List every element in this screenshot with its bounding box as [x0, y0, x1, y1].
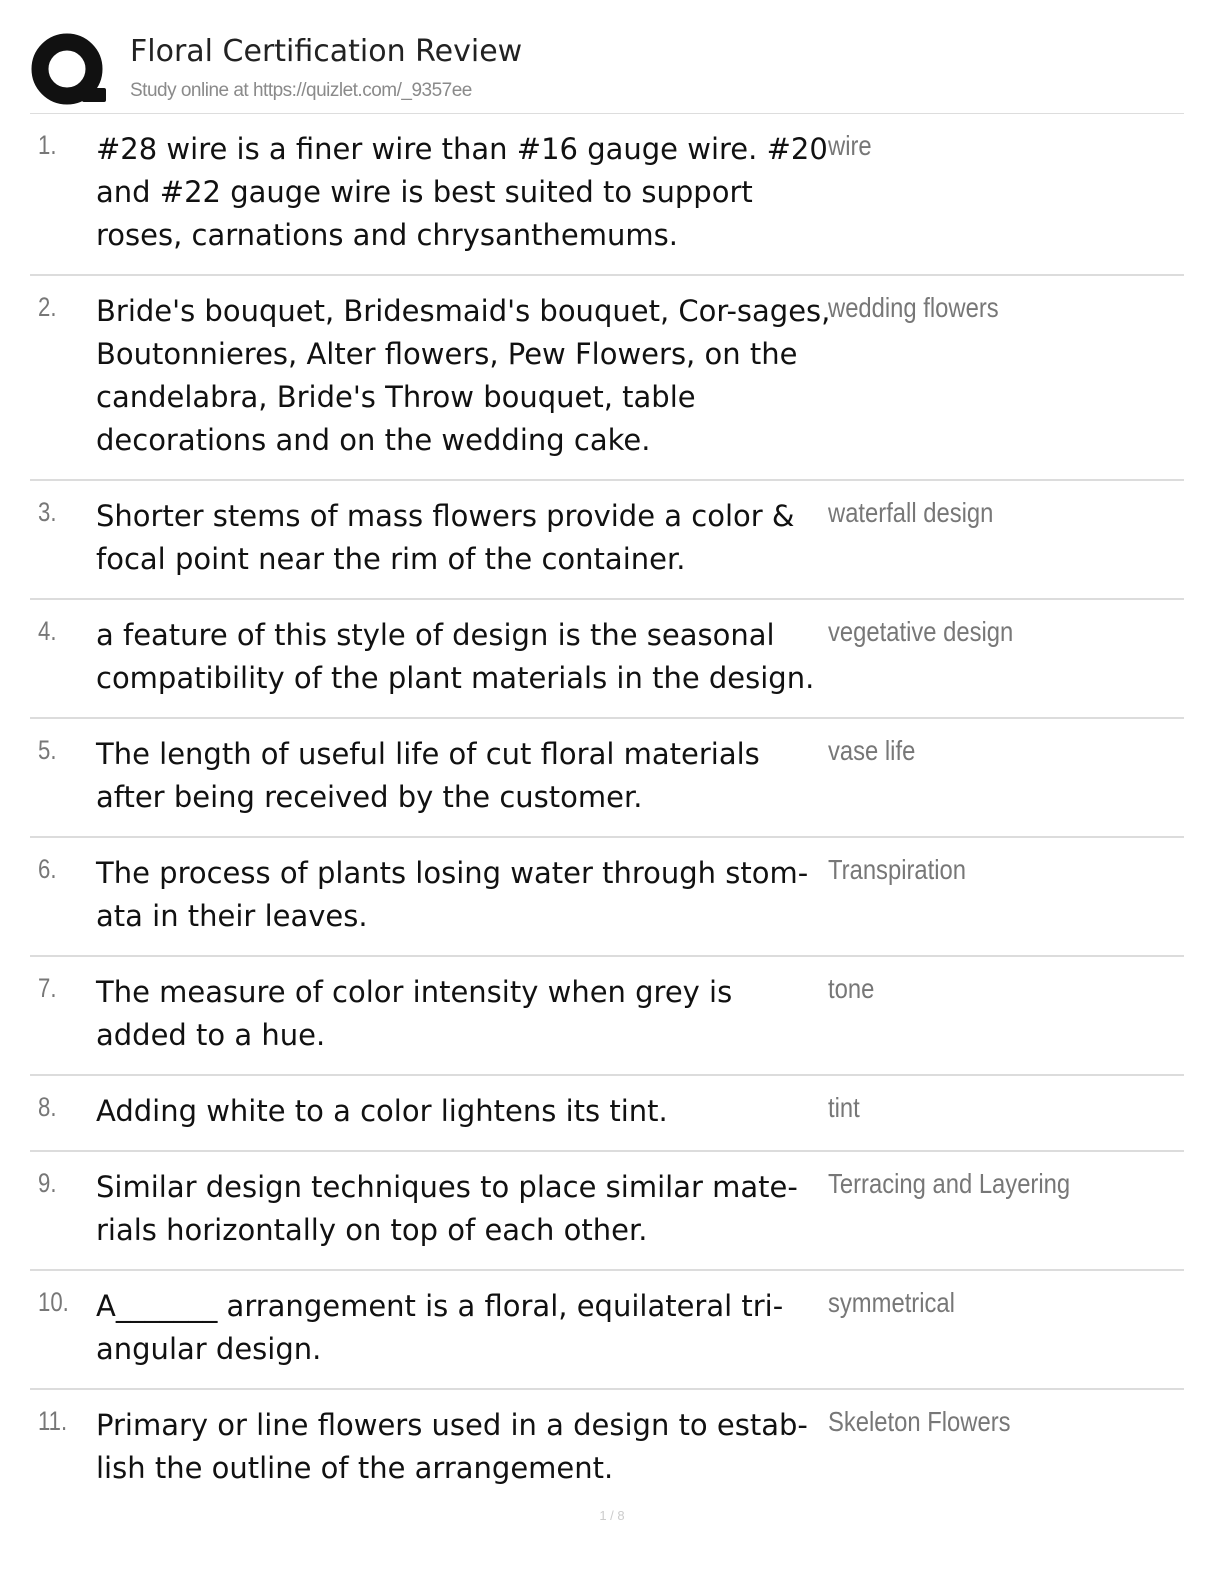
card-definition: vegetative design [828, 616, 1014, 647]
card-number: 6. [38, 854, 57, 884]
card-number: 11. [38, 1406, 68, 1436]
card-term: Shorter stems of mass flowers provide a color & focal point near the rim of the container. [96, 499, 795, 576]
card-number: 8. [38, 1092, 57, 1122]
flashcard [30, 838, 1184, 957]
card-term: a feature of this style of design is the seasonal compatibility of the plant materials in the design. [96, 618, 815, 695]
flashcard [30, 481, 1184, 600]
document-title: Floral Certification Review [130, 34, 523, 69]
study-online-link[interactable]: Study online at https://quizlet.com/_9357ee [130, 80, 472, 101]
card-definition: wedding flowers [828, 292, 999, 323]
card-definition: waterfall design [828, 497, 994, 528]
flashcard [30, 1076, 1184, 1152]
card-definition: Skeleton Flowers [828, 1406, 1011, 1437]
card-definition: vase life [828, 735, 916, 766]
card-number: 2. [38, 292, 57, 322]
card-definition: tone [828, 973, 875, 1004]
card-term: Bride's bouquet, Bridesmaid's bouquet, Cor-sages, Boutonnieres, Alter flowers, Pew Flowers, on the candelabra, Bride's Throw bouquet, table decorations and on the wedding cake. [96, 294, 831, 457]
card-term: Primary or line flowers used in a design to estab-lish the outline of the arrangement. [96, 1408, 808, 1485]
card-term: A_______ arrangement is a floral, equilateral tri-angular design. [96, 1289, 784, 1366]
card-term: Similar design techniques to place similar mate-rials horizontally on top of each other. [96, 1170, 798, 1247]
card-definition: Terracing and Layering [828, 1168, 1071, 1199]
flashcard [30, 957, 1184, 1076]
card-number: 10. [38, 1287, 69, 1317]
quizlet-logo-icon [30, 32, 108, 110]
flashcard [30, 600, 1184, 719]
card-definition: symmetrical [828, 1287, 955, 1318]
page-header [30, 26, 1184, 114]
card-number: 4. [38, 616, 57, 646]
card-term: The length of useful life of cut floral materials after being received by the customer. [96, 737, 760, 814]
flashcard [30, 1152, 1184, 1271]
flashcard-list [30, 114, 1184, 1507]
card-definition: Transpiration [828, 854, 967, 885]
card-number: 7. [38, 973, 57, 1003]
flashcard [30, 1271, 1184, 1390]
page-number: 1 / 8 [599, 1508, 625, 1523]
card-term: Adding white to a color lightens its tint. [96, 1094, 668, 1128]
flashcard [30, 114, 1184, 276]
card-number: 9. [38, 1168, 57, 1198]
card-number: 3. [38, 497, 57, 527]
card-definition: wire [828, 130, 872, 161]
card-number: 5. [38, 735, 57, 765]
flashcard [30, 719, 1184, 838]
card-definition: tint [828, 1092, 860, 1123]
flashcard [30, 1390, 1184, 1507]
card-term: The measure of color intensity when grey is added to a hue. [96, 975, 733, 1052]
flashcard [30, 276, 1184, 481]
card-number: 1. [38, 130, 57, 160]
card-term: #28 wire is a finer wire than #16 gauge wire. #20 and #22 gauge wire is best suited to support roses, carnations and chrysanthemums. [96, 132, 828, 252]
card-term: The process of plants losing water through stom-ata in their leaves. [96, 856, 809, 933]
